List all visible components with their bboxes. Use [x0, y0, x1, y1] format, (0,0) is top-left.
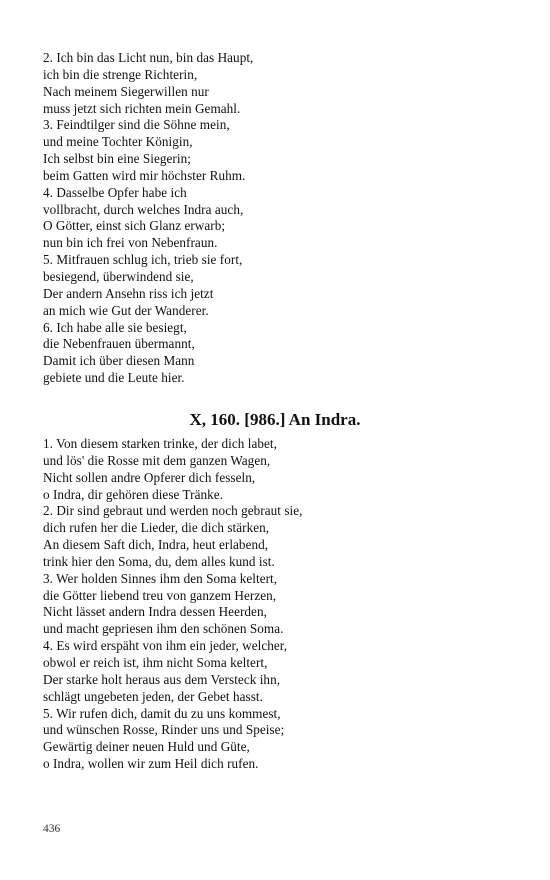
- verse-line: 2. Dir sind gebraut und werden noch gebraut sie,: [43, 503, 303, 519]
- verse-line: Ich selbst bin eine Siegerin;: [43, 151, 191, 167]
- verse-block-previous-hymn: [43, 50, 513, 387]
- verse-line: Der starke holt heraus aus dem Versteck ihn,: [43, 671, 281, 687]
- hymn-heading-text: X, 160. [986.] An Indra.: [189, 410, 361, 429]
- verse-line: Damit ich über diesen Mann: [43, 353, 195, 369]
- verse-line: beim Gatten wird mir höchster Ruhm.: [43, 167, 246, 183]
- verse-line: ich bin die strenge Richterin,: [43, 66, 198, 82]
- verse-line: nun bin ich frei von Nebenfraun.: [43, 235, 218, 251]
- verse-line: schlägt ungebeten jeden, der Gebet hasst.: [43, 688, 263, 704]
- verse-line: An diesem Saft dich, Indra, heut erlabend,: [43, 537, 269, 553]
- verse-line: 2. Ich bin das Licht nun, bin das Haupt,: [43, 50, 254, 65]
- verse-line: 5. Wir rufen dich, damit du zu uns kommest,: [43, 705, 281, 721]
- verse-line: Nicht sollen andre Opferer dich fesseln,: [43, 469, 256, 485]
- verse-line: obwol er reich ist, ihm nicht Soma keltert,: [43, 654, 268, 670]
- verse-line: 4. Es wird erspäht von ihm ein jeder, welcher,: [43, 638, 288, 654]
- verse-line: 3. Feindtilger sind die Söhne mein,: [43, 117, 230, 133]
- verse-line: muss jetzt sich richten mein Gemahl.: [43, 100, 241, 116]
- verse-line: die Götter liebend treu von ganzem Herzen,: [43, 587, 277, 603]
- verse-line: an mich wie Gut der Wanderer.: [43, 302, 209, 318]
- verse-line: und lös' die Rosse mit dem ganzen Wagen,: [43, 452, 271, 468]
- verse-line: 1. Von diesem starken trinke, der dich labet,: [43, 436, 277, 451]
- verse-line: besiegend, überwindend sie,: [43, 268, 194, 284]
- verse-line: und macht gepriesen ihm den schönen Soma.: [43, 621, 284, 637]
- verse-line: 4. Dasselbe Opfer habe ich: [43, 184, 187, 200]
- verse-block-indra-hymn: [43, 436, 513, 773]
- verse-line: O Götter, einst sich Glanz erwarb;: [43, 218, 226, 234]
- verse-line: 6. Ich habe alle sie besiegt,: [43, 319, 187, 335]
- verse-line: 3. Wer holden Sinnes ihm den Soma keltert,: [43, 570, 278, 586]
- verse-line: o Indra, dir gehören diese Tränke.: [43, 486, 224, 502]
- hymn-heading: [0, 409, 550, 431]
- verse-line: Nicht lässet andern Indra dessen Heerden,: [43, 604, 267, 620]
- verse-line: Gewärtig deiner neuen Huld und Güte,: [43, 739, 250, 755]
- verse-line: vollbracht, durch welches Indra auch,: [43, 201, 244, 217]
- verse-line: dich rufen her die Lieder, die dich stärken,: [43, 520, 270, 536]
- verse-line: und wünschen Rosse, Rinder uns und Speise;: [43, 722, 285, 738]
- verse-line: Der andern Ansehn riss ich jetzt: [43, 285, 214, 301]
- verse-line: gebiete und die Leute hier.: [43, 370, 185, 386]
- verse-line: o Indra, wollen wir zum Heil dich rufen.: [43, 756, 259, 772]
- verse-line: Nach meinem Siegerwillen nur: [43, 83, 209, 99]
- verse-line: trink hier den Soma, du, dem alles kund ist.: [43, 553, 275, 569]
- verse-line: und meine Tochter Königin,: [43, 134, 193, 150]
- page-number: 436: [43, 823, 61, 835]
- verse-line: die Nebenfrauen übermannt,: [43, 336, 195, 352]
- verse-line: 5. Mitfrauen schlug ich, trieb sie fort,: [43, 252, 243, 268]
